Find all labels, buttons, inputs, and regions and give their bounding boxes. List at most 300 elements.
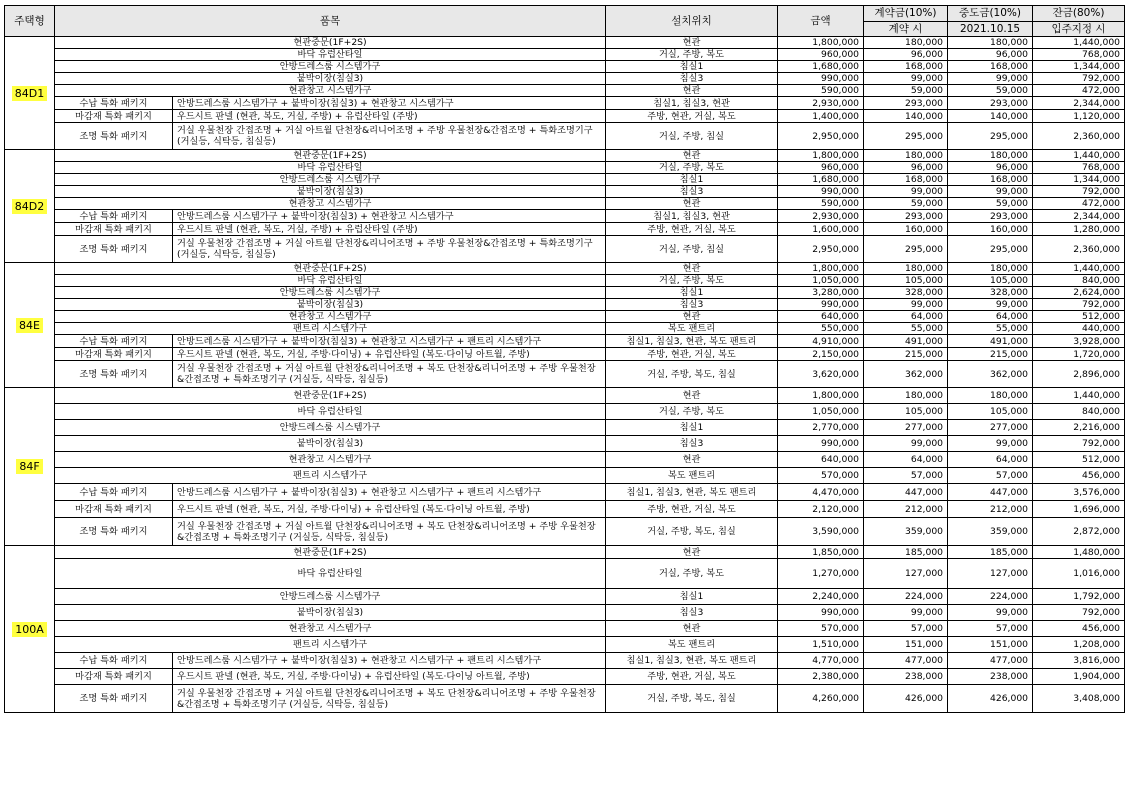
table-row bbox=[5, 669, 1125, 685]
package-category-cell: 조명 특화 패키지 bbox=[55, 685, 173, 713]
item-cell: 안방드레스룸 시스템가구 + 붙박이장(침실3) + 현관창고 시스템가구 bbox=[173, 97, 606, 110]
contract-cell: 99,000 bbox=[864, 186, 948, 198]
amount-cell: 1,510,000 bbox=[778, 637, 864, 653]
middle-cell: 180,000 bbox=[948, 388, 1033, 404]
table-row bbox=[5, 348, 1125, 361]
balance-cell: 512,000 bbox=[1033, 311, 1125, 323]
balance-cell: 2,344,000 bbox=[1033, 97, 1125, 110]
table-row bbox=[5, 85, 1125, 97]
contract-cell: 57,000 bbox=[864, 621, 948, 637]
table-row bbox=[5, 174, 1125, 186]
table-row bbox=[5, 123, 1125, 150]
middle-cell: 96,000 bbox=[948, 162, 1033, 174]
amount-cell: 2,150,000 bbox=[778, 348, 864, 361]
balance-cell: 1,344,000 bbox=[1033, 174, 1125, 186]
table-row bbox=[5, 501, 1125, 518]
item-cell: 바닥 유럽산타일 bbox=[55, 49, 606, 61]
amount-cell: 2,950,000 bbox=[778, 123, 864, 150]
amount-cell: 570,000 bbox=[778, 468, 864, 484]
balance-cell: 1,904,000 bbox=[1033, 669, 1125, 685]
contract-cell: 295,000 bbox=[864, 236, 948, 263]
location-cell: 거실, 주방, 복도, 침실 bbox=[606, 685, 778, 713]
middle-cell: 362,000 bbox=[948, 361, 1033, 388]
balance-cell: 768,000 bbox=[1033, 49, 1125, 61]
contract-cell: 105,000 bbox=[864, 275, 948, 287]
balance-cell: 2,344,000 bbox=[1033, 210, 1125, 223]
table-row bbox=[5, 223, 1125, 236]
balance-cell: 456,000 bbox=[1033, 621, 1125, 637]
location-cell: 주방, 현관, 거실, 복도 bbox=[606, 348, 778, 361]
balance-cell: 792,000 bbox=[1033, 299, 1125, 311]
package-category-cell: 수납 특화 패키지 bbox=[55, 484, 173, 501]
location-cell: 침실1 bbox=[606, 287, 778, 299]
table-row bbox=[5, 299, 1125, 311]
amount-cell: 1,800,000 bbox=[778, 263, 864, 275]
item-cell: 우드시트 판넬 (현관, 복도, 거실, 주방·다이닝) + 유럽산타일 (복도·다이닝 아트월, 주방) bbox=[173, 501, 606, 518]
contract-cell: 99,000 bbox=[864, 299, 948, 311]
balance-cell: 768,000 bbox=[1033, 162, 1125, 174]
middle-cell: 477,000 bbox=[948, 653, 1033, 669]
item-cell: 현관창고 시스템가구 bbox=[55, 621, 606, 637]
amount-cell: 570,000 bbox=[778, 621, 864, 637]
item-cell: 우드시트 판넬 (현관, 복도, 거실, 주방) + 유럽산타일 (주방) bbox=[173, 110, 606, 123]
table-row bbox=[5, 275, 1125, 287]
balance-cell: 1,120,000 bbox=[1033, 110, 1125, 123]
location-cell: 주방, 현관, 거실, 복도 bbox=[606, 669, 778, 685]
table-row bbox=[5, 637, 1125, 653]
middle-cell: 293,000 bbox=[948, 210, 1033, 223]
balance-cell: 1,440,000 bbox=[1033, 263, 1125, 275]
item-cell: 우드시트 판넬 (현관, 복도, 거실, 주방·다이닝) + 유럽산타일 (복도·다이닝 아트월, 주방) bbox=[173, 669, 606, 685]
location-cell: 현관 bbox=[606, 85, 778, 97]
middle-cell: 224,000 bbox=[948, 589, 1033, 605]
contract-cell: 99,000 bbox=[864, 436, 948, 452]
middle-cell: 105,000 bbox=[948, 275, 1033, 287]
contract-cell: 59,000 bbox=[864, 198, 948, 210]
middle-cell: 57,000 bbox=[948, 621, 1033, 637]
table-body bbox=[5, 37, 1125, 713]
location-cell: 침실1, 침실3, 현관 bbox=[606, 97, 778, 110]
amount-cell: 590,000 bbox=[778, 85, 864, 97]
middle-cell: 295,000 bbox=[948, 123, 1033, 150]
item-cell: 안방드레스룸 시스템가구 + 붙박이장(침실3) + 현관창고 시스템가구 + 팬트리 시스템가구 bbox=[173, 335, 606, 348]
middle-cell: 328,000 bbox=[948, 287, 1033, 299]
item-cell: 거실 우물천장 간접조명 + 거실 아트월 단천장&리니어조명 + 복도 단천장&리니어조명 + 주방 우물천장&간접조명 + 특화조명기구 (거실등, 식탁등, 침실등) bbox=[173, 361, 606, 388]
table-row bbox=[5, 210, 1125, 223]
contract-cell: 180,000 bbox=[864, 150, 948, 162]
amount-cell: 990,000 bbox=[778, 299, 864, 311]
amount-cell: 1,400,000 bbox=[778, 110, 864, 123]
contract-cell: 105,000 bbox=[864, 404, 948, 420]
package-category-cell: 마감재 특화 패키지 bbox=[55, 669, 173, 685]
housing-type-cell bbox=[5, 388, 55, 546]
housing-type-cell bbox=[5, 263, 55, 388]
item-cell: 붙박이장(침실3) bbox=[55, 605, 606, 621]
contract-cell: 180,000 bbox=[864, 37, 948, 49]
item-cell: 팬트리 시스템가구 bbox=[55, 468, 606, 484]
housing-type-label: 84D1 bbox=[12, 86, 47, 101]
amount-cell: 990,000 bbox=[778, 186, 864, 198]
middle-cell: 215,000 bbox=[948, 348, 1033, 361]
table-row bbox=[5, 518, 1125, 546]
location-cell: 침실3 bbox=[606, 605, 778, 621]
item-cell: 거실 우물천장 간접조명 + 거실 아트월 단천장&리니어조명 + 복도 단천장&리니어조명 + 주방 우물천장&간접조명 + 특화조명기구 (거실등, 식탁등, 침실등) bbox=[173, 685, 606, 713]
location-cell: 현관 bbox=[606, 198, 778, 210]
package-category-cell: 수납 특화 패키지 bbox=[55, 97, 173, 110]
balance-cell: 440,000 bbox=[1033, 323, 1125, 335]
balance-cell: 2,360,000 bbox=[1033, 236, 1125, 263]
balance-cell: 3,928,000 bbox=[1033, 335, 1125, 348]
middle-cell: 55,000 bbox=[948, 323, 1033, 335]
middle-cell: 426,000 bbox=[948, 685, 1033, 713]
balance-cell: 1,440,000 bbox=[1033, 150, 1125, 162]
package-category-cell: 조명 특화 패키지 bbox=[55, 361, 173, 388]
middle-cell: 180,000 bbox=[948, 37, 1033, 49]
location-cell: 침실1 bbox=[606, 420, 778, 436]
middle-cell: 59,000 bbox=[948, 198, 1033, 210]
location-cell: 현관 bbox=[606, 452, 778, 468]
amount-cell: 590,000 bbox=[778, 198, 864, 210]
balance-cell: 792,000 bbox=[1033, 605, 1125, 621]
contract-cell: 447,000 bbox=[864, 484, 948, 501]
housing-type-cell bbox=[5, 150, 55, 263]
package-category-cell: 마감재 특화 패키지 bbox=[55, 501, 173, 518]
item-cell: 현관중문(1F+2S) bbox=[55, 388, 606, 404]
item-cell: 안방드레스룸 시스템가구 bbox=[55, 420, 606, 436]
table-row bbox=[5, 311, 1125, 323]
item-cell: 안방드레스룸 시스템가구 bbox=[55, 589, 606, 605]
item-cell: 팬트리 시스템가구 bbox=[55, 323, 606, 335]
middle-cell: 64,000 bbox=[948, 452, 1033, 468]
location-cell: 거실, 주방, 복도 bbox=[606, 162, 778, 174]
amount-cell: 3,280,000 bbox=[778, 287, 864, 299]
location-cell: 현관 bbox=[606, 546, 778, 559]
balance-cell: 1,208,000 bbox=[1033, 637, 1125, 653]
amount-cell: 1,800,000 bbox=[778, 150, 864, 162]
middle-cell: 99,000 bbox=[948, 605, 1033, 621]
item-cell: 붙박이장(침실3) bbox=[55, 436, 606, 452]
middle-cell: 180,000 bbox=[948, 150, 1033, 162]
middle-cell: 293,000 bbox=[948, 97, 1033, 110]
housing-type-label: 84F bbox=[16, 459, 42, 474]
contract-cell: 160,000 bbox=[864, 223, 948, 236]
amount-cell: 1,800,000 bbox=[778, 388, 864, 404]
table-row bbox=[5, 61, 1125, 73]
balance-cell: 1,440,000 bbox=[1033, 388, 1125, 404]
location-cell: 거실, 주방, 복도, 침실 bbox=[606, 518, 778, 546]
contract-cell: 238,000 bbox=[864, 669, 948, 685]
balance-cell: 2,360,000 bbox=[1033, 123, 1125, 150]
amount-cell: 2,380,000 bbox=[778, 669, 864, 685]
location-cell: 주방, 현관, 거실, 복도 bbox=[606, 223, 778, 236]
middle-cell: 99,000 bbox=[948, 299, 1033, 311]
table-row bbox=[5, 236, 1125, 263]
location-cell: 주방, 현관, 거실, 복도 bbox=[606, 110, 778, 123]
item-cell: 바닥 유럽산타일 bbox=[55, 404, 606, 420]
amount-cell: 2,930,000 bbox=[778, 97, 864, 110]
amount-cell: 2,950,000 bbox=[778, 236, 864, 263]
balance-cell: 1,344,000 bbox=[1033, 61, 1125, 73]
item-cell: 거실 우물천장 간접조명 + 거실 아트월 단천장&리니어조명 + 복도 단천장&리니어조명 + 주방 우물천장&간접조명 + 특화조명기구 (거실등, 식탁등, 침실등) bbox=[173, 518, 606, 546]
middle-cell: 168,000 bbox=[948, 174, 1033, 186]
table-row bbox=[5, 335, 1125, 348]
middle-cell: 295,000 bbox=[948, 236, 1033, 263]
contract-cell: 293,000 bbox=[864, 97, 948, 110]
middle-cell: 140,000 bbox=[948, 110, 1033, 123]
middle-cell: 359,000 bbox=[948, 518, 1033, 546]
balance-cell: 472,000 bbox=[1033, 85, 1125, 97]
amount-cell: 550,000 bbox=[778, 323, 864, 335]
contract-cell: 64,000 bbox=[864, 311, 948, 323]
header-type: 주택형 bbox=[5, 6, 55, 37]
location-cell: 거실, 주방, 침실 bbox=[606, 236, 778, 263]
balance-cell: 3,576,000 bbox=[1033, 484, 1125, 501]
balance-cell: 1,440,000 bbox=[1033, 37, 1125, 49]
table-row bbox=[5, 436, 1125, 452]
amount-cell: 1,850,000 bbox=[778, 546, 864, 559]
housing-type-label: 84D2 bbox=[12, 199, 47, 214]
item-cell: 우드시트 판넬 (현관, 복도, 거실, 주방·다이닝) + 유럽산타일 (복도·다이닝 아트월, 주방) bbox=[173, 348, 606, 361]
amount-cell: 990,000 bbox=[778, 436, 864, 452]
amount-cell: 3,620,000 bbox=[778, 361, 864, 388]
amount-cell: 2,930,000 bbox=[778, 210, 864, 223]
table-row bbox=[5, 605, 1125, 621]
table-row bbox=[5, 685, 1125, 713]
table-row bbox=[5, 73, 1125, 85]
item-cell: 바닥 유럽산타일 bbox=[55, 162, 606, 174]
location-cell: 복도 팬트리 bbox=[606, 637, 778, 653]
table-row bbox=[5, 110, 1125, 123]
balance-cell: 792,000 bbox=[1033, 436, 1125, 452]
balance-cell: 512,000 bbox=[1033, 452, 1125, 468]
table-row bbox=[5, 484, 1125, 501]
item-cell: 안방드레스룸 시스템가구 bbox=[55, 287, 606, 299]
item-cell: 바닥 유럽산타일 bbox=[55, 275, 606, 287]
item-cell: 바닥 유럽산타일 bbox=[55, 559, 606, 589]
location-cell: 거실, 주방, 복도 bbox=[606, 559, 778, 589]
location-cell: 주방, 현관, 거실, 복도 bbox=[606, 501, 778, 518]
package-category-cell: 마감재 특화 패키지 bbox=[55, 348, 173, 361]
middle-cell: 491,000 bbox=[948, 335, 1033, 348]
amount-cell: 640,000 bbox=[778, 452, 864, 468]
table-row bbox=[5, 198, 1125, 210]
balance-cell: 840,000 bbox=[1033, 404, 1125, 420]
package-category-cell: 수납 특화 패키지 bbox=[55, 210, 173, 223]
amount-cell: 2,240,000 bbox=[778, 589, 864, 605]
contract-cell: 277,000 bbox=[864, 420, 948, 436]
amount-cell: 1,050,000 bbox=[778, 404, 864, 420]
item-cell: 붙박이장(침실3) bbox=[55, 73, 606, 85]
item-cell: 거실 우물천장 간접조명 + 거실 아트월 단천장&리니어조명 + 주방 우물천장&간접조명 + 특화조명기구 (거실등, 식탁등, 침실등) bbox=[173, 236, 606, 263]
table-row bbox=[5, 186, 1125, 198]
balance-cell: 2,216,000 bbox=[1033, 420, 1125, 436]
balance-cell: 1,696,000 bbox=[1033, 501, 1125, 518]
item-cell: 현관창고 시스템가구 bbox=[55, 311, 606, 323]
package-category-cell: 수납 특화 패키지 bbox=[55, 335, 173, 348]
contract-cell: 215,000 bbox=[864, 348, 948, 361]
location-cell: 침실1 bbox=[606, 174, 778, 186]
balance-cell: 1,480,000 bbox=[1033, 546, 1125, 559]
amount-cell: 1,680,000 bbox=[778, 61, 864, 73]
table-row bbox=[5, 559, 1125, 589]
contract-cell: 99,000 bbox=[864, 605, 948, 621]
balance-cell: 1,792,000 bbox=[1033, 589, 1125, 605]
middle-cell: 96,000 bbox=[948, 49, 1033, 61]
table-row bbox=[5, 37, 1125, 49]
item-cell: 붙박이장(침실3) bbox=[55, 299, 606, 311]
location-cell: 침실1 bbox=[606, 589, 778, 605]
middle-cell: 151,000 bbox=[948, 637, 1033, 653]
package-category-cell: 조명 특화 패키지 bbox=[55, 123, 173, 150]
table-row bbox=[5, 388, 1125, 404]
housing-type-label: 100A bbox=[12, 622, 47, 637]
amount-cell: 2,120,000 bbox=[778, 501, 864, 518]
package-category-cell: 마감재 특화 패키지 bbox=[55, 223, 173, 236]
contract-cell: 362,000 bbox=[864, 361, 948, 388]
table-row bbox=[5, 468, 1125, 484]
item-cell: 안방드레스룸 시스템가구 bbox=[55, 174, 606, 186]
table-row bbox=[5, 452, 1125, 468]
contract-cell: 224,000 bbox=[864, 589, 948, 605]
table-row bbox=[5, 621, 1125, 637]
contract-cell: 96,000 bbox=[864, 162, 948, 174]
contract-cell: 328,000 bbox=[864, 287, 948, 299]
middle-cell: 277,000 bbox=[948, 420, 1033, 436]
location-cell: 거실, 주방, 복도 bbox=[606, 49, 778, 61]
balance-cell: 792,000 bbox=[1033, 186, 1125, 198]
contract-cell: 64,000 bbox=[864, 452, 948, 468]
item-cell: 붙박이장(침실3) bbox=[55, 186, 606, 198]
amount-cell: 4,770,000 bbox=[778, 653, 864, 669]
header-balance-sub: 입주지정 시 bbox=[1033, 22, 1125, 37]
location-cell: 복도 팬트리 bbox=[606, 468, 778, 484]
contract-cell: 180,000 bbox=[864, 388, 948, 404]
housing-type-cell bbox=[5, 546, 55, 713]
header-middle: 중도금(10%) bbox=[948, 6, 1033, 22]
contract-cell: 212,000 bbox=[864, 501, 948, 518]
table-row bbox=[5, 263, 1125, 275]
table-row bbox=[5, 162, 1125, 174]
contract-cell: 168,000 bbox=[864, 61, 948, 73]
table-row bbox=[5, 589, 1125, 605]
location-cell: 거실, 주방, 복도 bbox=[606, 404, 778, 420]
contract-cell: 127,000 bbox=[864, 559, 948, 589]
package-category-cell: 마감재 특화 패키지 bbox=[55, 110, 173, 123]
housing-type-cell bbox=[5, 37, 55, 150]
table-row bbox=[5, 323, 1125, 335]
amount-cell: 1,800,000 bbox=[778, 37, 864, 49]
middle-cell: 99,000 bbox=[948, 73, 1033, 85]
amount-cell: 1,270,000 bbox=[778, 559, 864, 589]
table-row bbox=[5, 361, 1125, 388]
contract-cell: 168,000 bbox=[864, 174, 948, 186]
amount-cell: 4,470,000 bbox=[778, 484, 864, 501]
amount-cell: 990,000 bbox=[778, 605, 864, 621]
table-row bbox=[5, 150, 1125, 162]
contract-cell: 295,000 bbox=[864, 123, 948, 150]
middle-cell: 212,000 bbox=[948, 501, 1033, 518]
middle-cell: 238,000 bbox=[948, 669, 1033, 685]
location-cell: 거실, 주방, 침실 bbox=[606, 123, 778, 150]
contract-cell: 96,000 bbox=[864, 49, 948, 61]
location-cell: 현관 bbox=[606, 37, 778, 49]
contract-cell: 491,000 bbox=[864, 335, 948, 348]
item-cell: 현관창고 시스템가구 bbox=[55, 85, 606, 97]
amount-cell: 1,600,000 bbox=[778, 223, 864, 236]
middle-cell: 168,000 bbox=[948, 61, 1033, 73]
item-cell: 현관중문(1F+2S) bbox=[55, 37, 606, 49]
location-cell: 침실1, 침실3, 현관 bbox=[606, 210, 778, 223]
contract-cell: 359,000 bbox=[864, 518, 948, 546]
middle-cell: 59,000 bbox=[948, 85, 1033, 97]
table-row bbox=[5, 97, 1125, 110]
middle-cell: 57,000 bbox=[948, 468, 1033, 484]
balance-cell: 792,000 bbox=[1033, 73, 1125, 85]
amount-cell: 4,910,000 bbox=[778, 335, 864, 348]
header-middle-sub: 2021.10.15 bbox=[948, 22, 1033, 37]
housing-type-label: 84E bbox=[16, 318, 43, 333]
contract-cell: 99,000 bbox=[864, 73, 948, 85]
table-row bbox=[5, 653, 1125, 669]
table-row bbox=[5, 420, 1125, 436]
contract-cell: 55,000 bbox=[864, 323, 948, 335]
item-cell: 현관중문(1F+2S) bbox=[55, 546, 606, 559]
option-price-table bbox=[4, 5, 1125, 713]
table-header bbox=[5, 6, 1125, 37]
amount-cell: 960,000 bbox=[778, 49, 864, 61]
header-item: 품목 bbox=[55, 6, 606, 37]
amount-cell: 3,590,000 bbox=[778, 518, 864, 546]
middle-cell: 99,000 bbox=[948, 436, 1033, 452]
balance-cell: 2,872,000 bbox=[1033, 518, 1125, 546]
header-contract-sub: 계약 시 bbox=[864, 22, 948, 37]
location-cell: 현관 bbox=[606, 263, 778, 275]
item-cell: 현관창고 시스템가구 bbox=[55, 198, 606, 210]
location-cell: 침실1 bbox=[606, 61, 778, 73]
location-cell: 현관 bbox=[606, 150, 778, 162]
middle-cell: 127,000 bbox=[948, 559, 1033, 589]
item-cell: 우드시트 판넬 (현관, 복도, 거실, 주방) + 유럽산타일 (주방) bbox=[173, 223, 606, 236]
contract-cell: 477,000 bbox=[864, 653, 948, 669]
amount-cell: 2,770,000 bbox=[778, 420, 864, 436]
item-cell: 현관중문(1F+2S) bbox=[55, 263, 606, 275]
middle-cell: 180,000 bbox=[948, 263, 1033, 275]
balance-cell: 2,896,000 bbox=[1033, 361, 1125, 388]
table-row bbox=[5, 404, 1125, 420]
middle-cell: 185,000 bbox=[948, 546, 1033, 559]
item-cell: 안방드레스룸 시스템가구 + 붙박이장(침실3) + 현관창고 시스템가구 + 팬트리 시스템가구 bbox=[173, 653, 606, 669]
item-cell: 안방드레스룸 시스템가구 bbox=[55, 61, 606, 73]
middle-cell: 64,000 bbox=[948, 311, 1033, 323]
package-category-cell: 조명 특화 패키지 bbox=[55, 236, 173, 263]
contract-cell: 180,000 bbox=[864, 263, 948, 275]
contract-cell: 426,000 bbox=[864, 685, 948, 713]
amount-cell: 1,680,000 bbox=[778, 174, 864, 186]
balance-cell: 840,000 bbox=[1033, 275, 1125, 287]
middle-cell: 105,000 bbox=[948, 404, 1033, 420]
location-cell: 거실, 주방, 복도, 침실 bbox=[606, 361, 778, 388]
table-row bbox=[5, 546, 1125, 559]
balance-cell: 1,720,000 bbox=[1033, 348, 1125, 361]
balance-cell: 456,000 bbox=[1033, 468, 1125, 484]
table-row bbox=[5, 49, 1125, 61]
location-cell: 침실1, 침실3, 현관, 복도 팬트리 bbox=[606, 653, 778, 669]
balance-cell: 2,624,000 bbox=[1033, 287, 1125, 299]
item-cell: 현관창고 시스템가구 bbox=[55, 452, 606, 468]
header-balance: 잔금(80%) bbox=[1033, 6, 1125, 22]
table-row bbox=[5, 287, 1125, 299]
location-cell: 현관 bbox=[606, 621, 778, 637]
